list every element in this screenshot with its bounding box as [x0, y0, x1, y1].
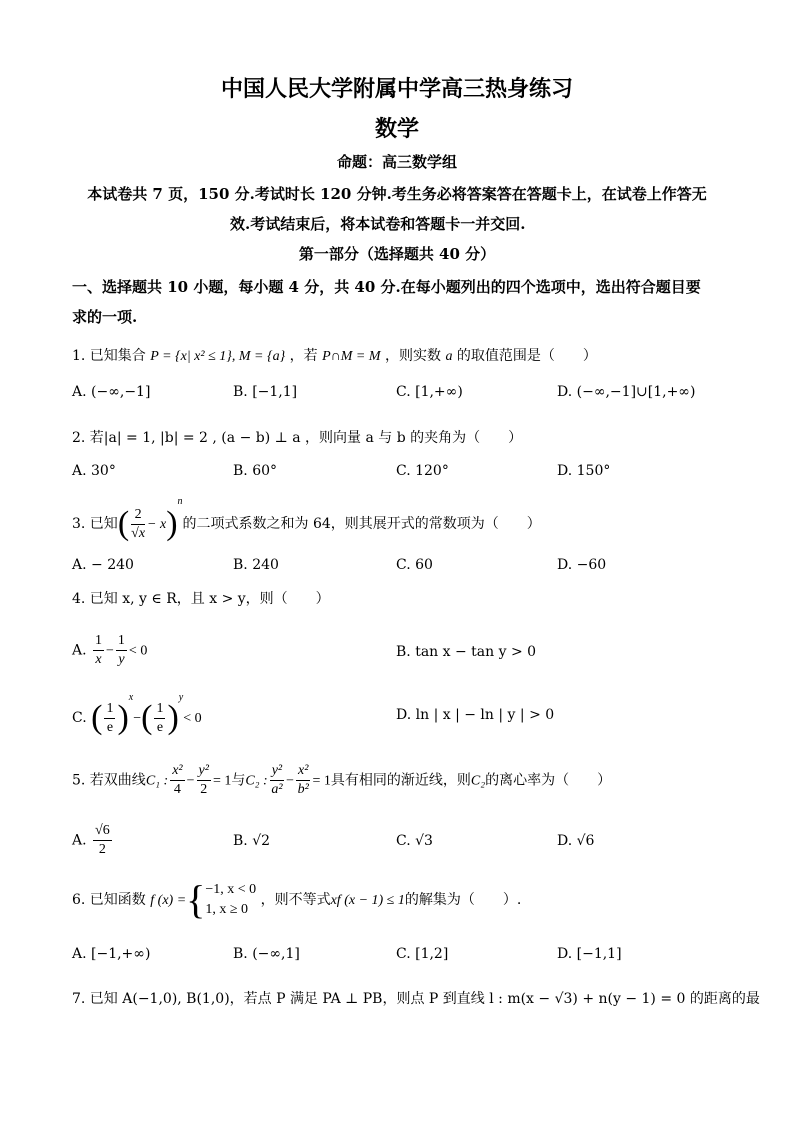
section-heading-line-2: 求的一项.: [72, 308, 138, 326]
question-3: [72, 496, 541, 543]
piecewise-brace: {: [186, 877, 206, 922]
question-5: 5. 若双曲线C₁ : $\frac{\text{x²}}{4}$ − $\frac{\text{y²}}{2}$ = 1与C₂ : $\frac{\text{y²}}{\text{a²}}$ − $\frac{\text{x²}}{\text{b²}}$ = 1具有相同的渐近线，则C₂的离心率为（ ）: [72, 763, 612, 797]
piecewise-cases: −1, x < 0 1, x ≥ 0: [205, 882, 257, 917]
q6-option-d[interactable]: D. [−1,1]: [557, 946, 622, 962]
q6-option-a[interactable]: A. [−1,+∞): [72, 946, 151, 962]
q5-option-b[interactable]: B. √2: [233, 833, 271, 849]
question-1-suffix: ，则实数: [384, 348, 441, 364]
question-6: 6. 已知函数 f (x) ={ −1, x < 0 1, x ≥ 0 ，则不等式xf (x − 1) ≤ 1的解集为（ ）.: [72, 877, 522, 922]
section-heading-line-1: 一、选择题共 10 小题，每小题 4 分，共 40 分.在每小题列出的四个选项中，选出符合题目要: [72, 278, 701, 296]
part-title: 第一部分（选择题共 40 分）: [298, 245, 496, 263]
q5-option-c[interactable]: C. √3: [396, 833, 433, 849]
question-1-prefix: 1. 已知集合: [72, 348, 146, 364]
q3-tail: − x: [147, 517, 167, 532]
question-3-suffix: 的二项式系数之和为 64，则其展开式的常数项为（ ）: [182, 516, 541, 532]
question-3-prefix: 3. 已知: [72, 516, 118, 532]
q1-option-b[interactable]: B. [−1,1]: [233, 384, 298, 400]
q3-fraction: $\frac{2}{√x}$: [131, 506, 146, 541]
q3-exponent: n: [177, 496, 183, 507]
q3-option-c[interactable]: C. 60: [396, 557, 433, 573]
q3-option-d[interactable]: D. −60: [557, 557, 607, 573]
exam-title: 中国人民大学附属中学高三热身练习: [220, 76, 573, 102]
q1-option-a[interactable]: A. (−∞,−1]: [72, 384, 151, 400]
q2-option-d[interactable]: D. 150°: [557, 463, 611, 479]
question-7: 7. 已知 A(−1,0), B(1,0)，若点 P 满足 PA ⊥ PB，则点 P 到直线 l : m(x − √3) + n(y − 1) = 0 的距离的最: [72, 991, 760, 1007]
q4-option-a[interactable]: A. $\frac{1}{x}$ − $\frac{1}{y}$ < 0: [72, 633, 148, 667]
q1-option-d[interactable]: D. (−∞,−1]∪[1,+∞): [557, 384, 696, 400]
question-4: 4. 已知 x, y ∈ R，且 x > y，则（ ）: [72, 591, 330, 607]
question-1-sets: P = {x| x² ≤ 1}, M = {a}: [150, 349, 286, 364]
question-1-var: a: [445, 349, 453, 364]
subject-title: 数学: [374, 116, 419, 142]
question-1-suffix2: 的取值范围是（ ）: [456, 348, 597, 364]
q1-option-c[interactable]: C. [1,+∞): [396, 384, 463, 400]
q6-option-c[interactable]: C. [1,2]: [396, 946, 449, 962]
instructions-line-2: 效.考试结束后，将本试卷和答题卡一并交回.: [230, 215, 526, 233]
question-2: 2. 若|a| = 1, |b| = 2 , (a − b) ⊥ a ，则向量 a 与 b 的夹角为（ ）: [72, 430, 523, 446]
question-1-condition: P∩M = M: [322, 349, 381, 364]
q5-option-a[interactable]: A. $\frac{√6}{2}$: [72, 823, 110, 857]
q2-option-a[interactable]: A. 30°: [72, 463, 116, 479]
q3-option-a[interactable]: A. − 240: [72, 557, 134, 573]
q4-option-b[interactable]: B. tan x − tan y > 0: [396, 644, 537, 660]
question-1-mid: ，若: [289, 348, 318, 364]
q2-option-c[interactable]: C. 120°: [396, 463, 449, 479]
right-paren: ): [166, 505, 178, 542]
author-line: 命题：高三数学组: [336, 153, 457, 171]
q2-option-b[interactable]: B. 60°: [233, 463, 278, 479]
instructions-line-1: 本试卷共 7 页，150 分.考试时长 120 分钟.考生务必将答案答在答题卡上，在试卷上作答无: [87, 185, 707, 203]
q4-option-c[interactable]: C. ( $\frac{1}{e}$ )$^x$−( $\frac{1}{e}$ )$^y$< 0: [72, 692, 202, 736]
q6-option-b[interactable]: B. (−∞,1]: [233, 946, 300, 962]
question-1: [72, 345, 597, 365]
left-paren: (: [117, 505, 130, 542]
q4-option-d[interactable]: D. ln | x | − ln | y | > 0: [396, 707, 555, 723]
q5-option-d[interactable]: D. √6: [557, 833, 595, 849]
q3-option-b[interactable]: B. 240: [233, 557, 279, 573]
